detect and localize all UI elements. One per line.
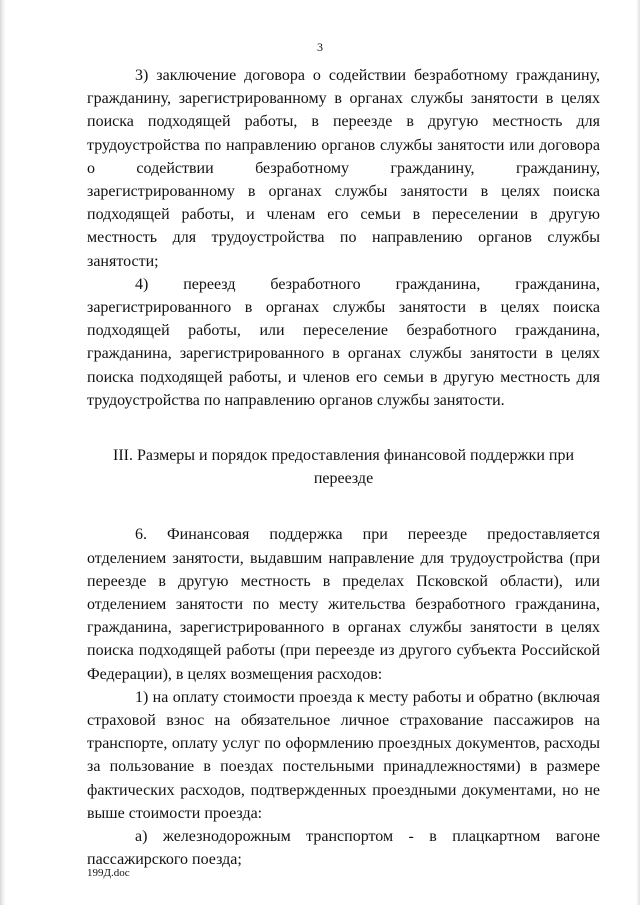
document-body [87,64,600,872]
page-number: 3 [317,40,323,54]
scan-edge-left [0,0,6,905]
paragraph-subitem-a: а) железнодорожным транспортом - в плацкартном вагоне пассажирского поезда; [87,828,600,869]
paragraph-item-4: 4) переезд безработного гражданина, гражданина, зарегистрированного в органах службы занятости в целях поиска подходящей работы, или переселение безработного гражданина, гражданина, зарегистрированного в органах службы занятости в целях поиска подходящей работы, и членов его семьи в другую местность для трудоустройства по направлению органов службы занятости. [87,275,600,409]
section-heading: III. Размеры и порядок предоставления финансовой поддержки при переезде [112,447,574,488]
paragraph-item-3: 3) заключение договора о содействии безработному гражданину, гражданину, зарегистрированному в органах службы занятости в целях поиска подходящей работы, в переезде в другую местность для трудоустройства по направлению органов службы занятости или договора о содействии безработному гражданину, гражданину, зарегистрированному в органах службы занятости в целях поиска подходящей работы, и членам его семьи в переселении в другую местность для трудоустройства по направлению органов службы занятости; [87,67,600,270]
paragraph-subitem-1: 1) на оплату стоимости проезда к месту работы и обратно (включая страховой взнос на обязательное личное страхование пассажиров на транспорте, оплату услуг по оформлению проездных документов, расходы за пользование в поездах постельными принадлежностями) в размере фактических расходов, подтвержденных проездными документами, но не выше стоимости проезда: [87,688,600,822]
paragraph-clause-6: 6. Финансовая поддержка при переезде предоставляется отделением занятости, выдавшим направление для трудоустройства (при переезде в другую местность в пределах Псковской области), или отделением занятости по месту жительства безработного гражданина, гражданина, зарегистрированного в органах службы занятости в целях поиска подходящей работы (при переезде из другого субъекта Российской Федерации), в целях возмещения расходов: [87,526,600,683]
scan-edge-right [636,0,640,905]
footer-filename: 199Д.doc [87,867,130,879]
